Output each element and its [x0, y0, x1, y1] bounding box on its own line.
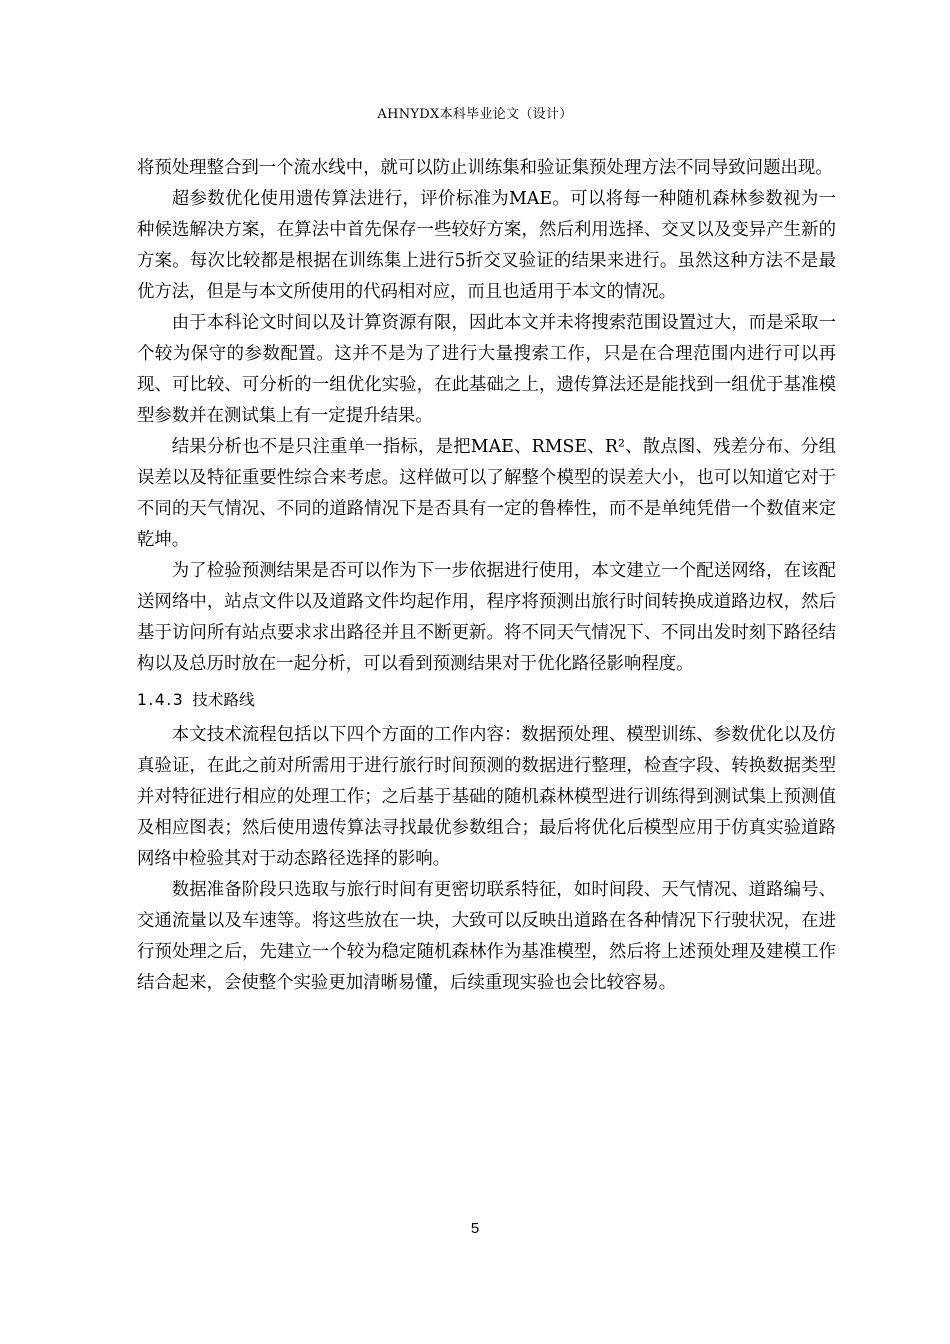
paragraph-data-preparation: 数据准备阶段只选取与旅行时间有更密切联系特征，如时间段、天气情况、道路编号、交通流量以及车速等。将这些放在一块，大致可以反映出道路在各种情况下行驶状况，在进行预处理之后，先建立一个较为稳定随机森林作为基准模型，然后将上述预处理及建模工作结合起来，会使整个实验更加清晰易懂，后续重现实验也会比较容易。 [137, 880, 836, 993]
section-heading [137, 689, 836, 711]
section-title: 技术路线 [192, 691, 255, 709]
page-number: 5 [470, 1220, 480, 1237]
section-number: 1.4.3 [137, 691, 185, 709]
paragraph-technical-workflow: 本文技术流程包括以下四个方面的工作内容：数据预处理、模型训练、参数优化以及仿真验证，在此之前对所需用于进行旅行时间预测的数据进行整理，检查字段、转换数据类型并对特征进行相应的处理工作；之后基于基础的随机森林模型进行训练得到测试集上预测值及相应图表；然后使用遗传算法寻找最优参数组合；最后将优化后模型应用于仿真实验道路网络中检验其对于动态路径选择的影响。 [137, 725, 836, 869]
running-header: AHNYDX本科毕业论文（设计） [377, 107, 573, 122]
paragraph-continued: 将预处理整合到一个流水线中，就可以防止训练集和验证集预处理方法不同导致问题出现。 [137, 158, 833, 178]
page-body [137, 153, 836, 999]
paragraph-delivery-network: 为了检验预测结果是否可以作为下一步依据进行使用，本文建立一个配送网络，在该配送网络中，站点文件以及道路文件均起作用，程序将预测出旅行时间转换成道路边权，然后基于访问所有站点要求求出路径并且不断更新。将不同天气情况下、不同出发时刻下路径结构以及总历时放在一起分析，可以看到预测结果对于优化路径影响程度。 [137, 561, 836, 674]
paragraph-result-analysis: 结果分析也不是只注重单一指标，是把MAE、RMSE、R²、散点图、残差分布、分组误差以及特征重要性综合来考虑。这样做可以了解整个模型的误差大小，也可以知道它对于不同的天气情况、不同的道路情况下是否具有一定的鲁棒性，而不是单纯凭借一个数值来定乾坤。 [137, 437, 836, 550]
paragraph-search-range: 由于本科论文时间以及计算资源有限，因此本文并未将搜索范围设置过大，而是采取一个较为保守的参数配置。这并不是为了进行大量搜索工作，只是在合理范围内进行可以再现、可比较、可分析的一组优化实验，在此基础之上，遗传算法还是能找到一组优于基准模型参数并在测试集上有一定提升结果。 [137, 313, 836, 426]
paragraph-hyperparameter-optimization: 超参数优化使用遗传算法进行，评价标准为MAE。可以将每一种随机森林参数视为一种候选解决方案，在算法中首先保存一些较好方案，然后利用选择、交叉以及变异产生新的方案。每次比较都是根据在训练集上进行5折交叉验证的结果来进行。虽然这种方法不是最优方法，但是与本文所使用的代码相对应，而且也适用于本文的情况。 [137, 189, 836, 302]
